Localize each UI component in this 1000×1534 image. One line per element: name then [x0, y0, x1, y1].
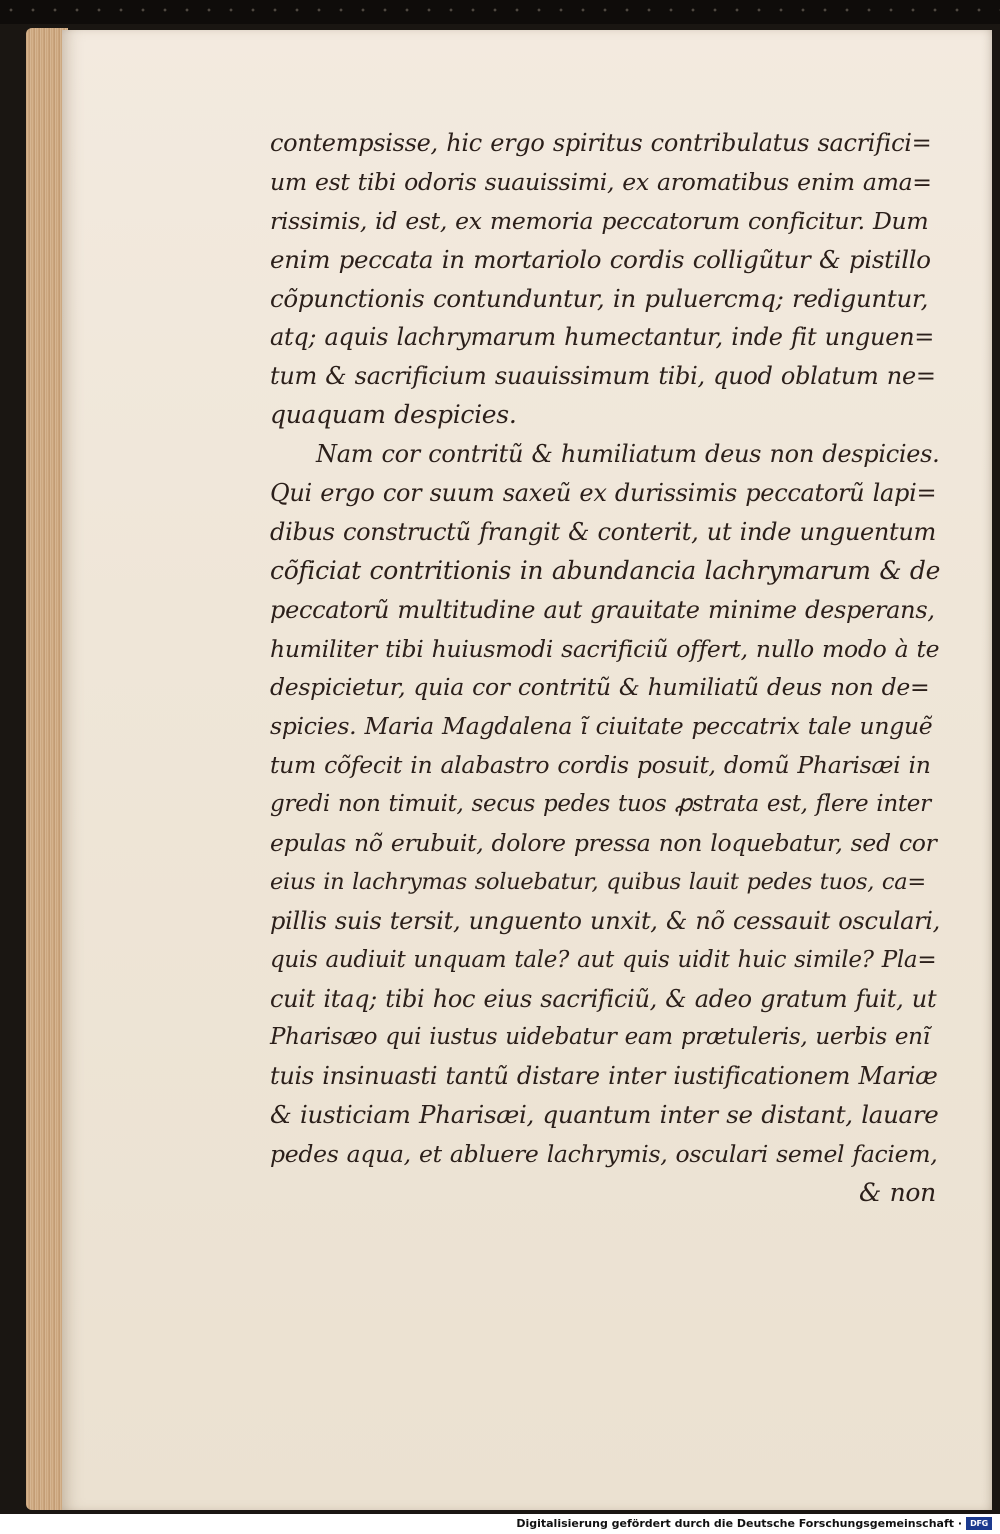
text-line: gredi non timuit, secus pedes tuos ꝓstrata est, flere inter	[270, 791, 931, 818]
scanner-top-band	[0, 0, 1000, 24]
funding-credit: Digitalisierung gefördert durch die Deutsche Forschungsgemeinschaft ·	[516, 1517, 962, 1530]
text-line: cuit itaq; tibi hoc eius sacrificiũ, & adeo gratum fuit, ut	[270, 984, 937, 1013]
text-line: pedes aqua, et abluere lachrymis, osculari semel faciem,	[270, 1140, 938, 1169]
text-line: spicies. Maria Magdalena ĩ ciuitate peccatrix tale unguẽ	[270, 712, 933, 741]
text-line: Pharisæo qui iustus uidebatur eam prætuleris, uerbis enĩ	[270, 1024, 930, 1051]
text-line: enim peccata in mortariolo cordis colligũtur & pistillo	[270, 244, 931, 274]
text-line: tum & sacrificium suauissimum tibi, quod oblatum ne=	[270, 362, 936, 391]
text-line: um est tibi odoris suauissimi, ex aromatibus enim ama=	[270, 167, 932, 196]
text-line: dibus constructũ frangit & conterit, ut inde unguentum	[270, 517, 936, 546]
text-line: Qui ergo cor suum saxeũ ex durissimis peccatorũ lapi=	[270, 479, 937, 508]
digitization-footer	[0, 1514, 1000, 1534]
text-line: quis audiuit unquam tale? aut quis uidit huic simile? Pla=	[270, 946, 937, 973]
text-line: pillis suis tersit, unguento unxit, & nõ cessauit osculari,	[270, 906, 941, 935]
text-line: contempsisse, hic ergo spiritus contribulatus sacrifici=	[270, 129, 932, 157]
text-line-paragraph-start: Nam cor contritũ & humiliatum deus non despicies.	[316, 440, 940, 469]
text-line: & iusticiam Pharisæi, quantum inter se distant, lauare	[270, 1100, 939, 1130]
text-line: epulas nõ erubuit, dolore pressa non loquebatur, sed cor	[270, 829, 937, 858]
text-line: rissimis, id est, ex memoria peccatorum conficitur. Dum	[270, 206, 929, 235]
catchword: & non	[859, 1178, 936, 1208]
text-line: atq; aquis lachrymarum humectantur, inde fit unguen=	[270, 323, 935, 352]
text-line: tuis insinuasti tantũ distare inter iustificationem Mariæ	[270, 1062, 938, 1091]
text-line: quaquam despicies.	[270, 400, 517, 430]
text-line: despicietur, quia cor contritũ & humiliatũ deus non de=	[270, 673, 930, 702]
text-line: eius in lachrymas soluebatur, quibus lauit pedes tuos, ca=	[270, 868, 926, 895]
page-text-block	[270, 124, 940, 1213]
text-line: peccatorũ multitudine aut grauitate minime desperans,	[270, 595, 935, 624]
text-line: humiliter tibi huiusmodi sacrificiũ offert, nullo modo à te	[270, 634, 940, 663]
scanner-border-dots	[0, 8, 1000, 12]
text-line: tum cõfecit in alabastro cordis posuit, domũ Pharisæi in	[270, 751, 931, 780]
text-line: cõficiat contritionis in abundancia lachrymarum & de	[270, 555, 941, 585]
dfg-logo: DFG	[966, 1517, 992, 1530]
text-line: cõpunctionis contunduntur, in puluercmq; rediguntur,	[270, 283, 929, 313]
